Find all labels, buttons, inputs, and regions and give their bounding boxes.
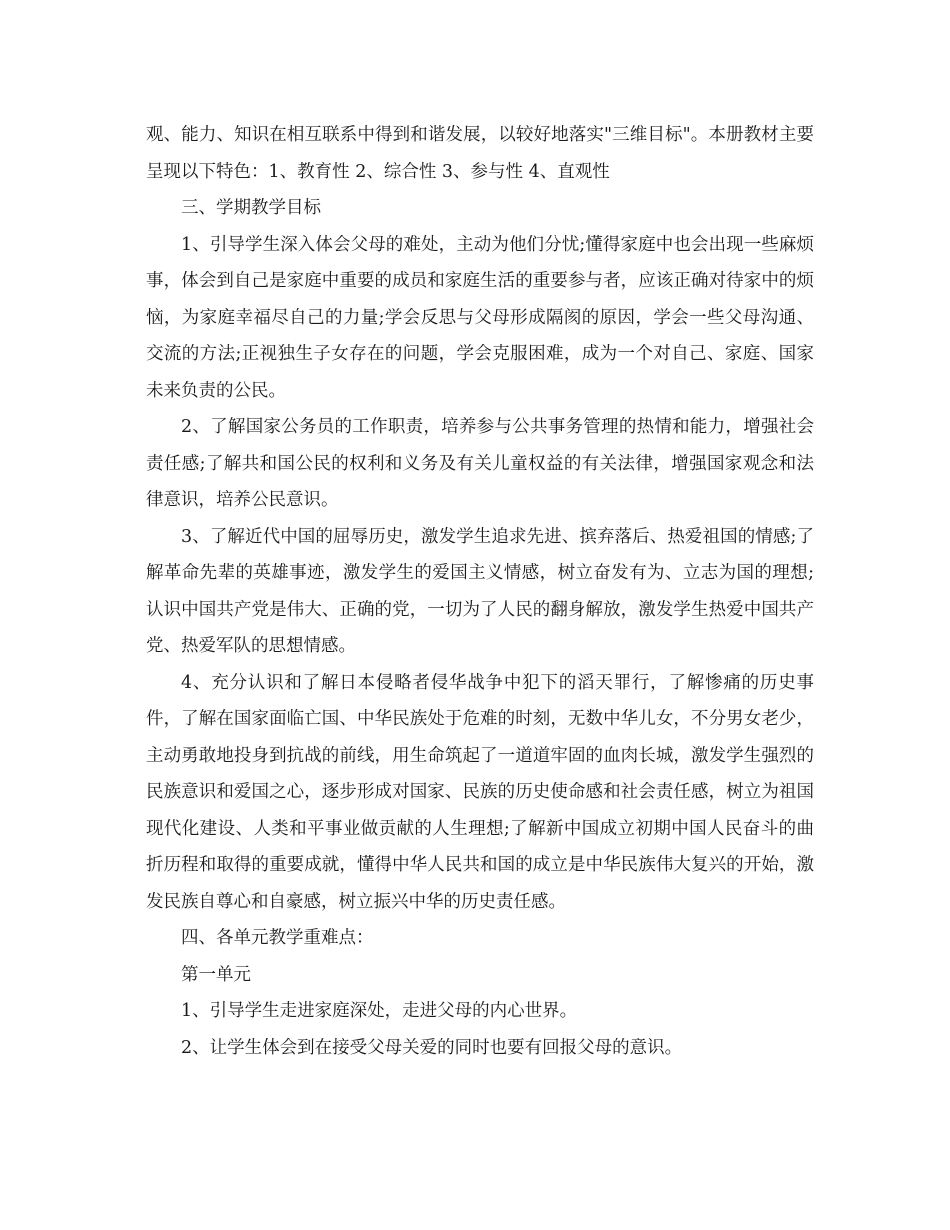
section-heading-semester-goals: 三、学期教学目标 — [181, 198, 321, 218]
goal-item-4: 4、充分认识和了解日本侵略者侵华战争中犯下的滔天罪行，了解惨痛的历史事件，了解在国家面临亡国、中华民族处于危难的时刻，无数中华儿女，不分男女老少，主动勇敢地投身到抗战的前线，用生命筑起了一道道牢固的血肉长城，激发学生强烈的民族意识和爱国之心，逐步形成对国家、民族的历史使命感和社会责任感，树立为祖国现代化建设、人类和平事业做贡献的人生理想;了解新中国成立初期中国人民奋斗的曲折历程和取得的重要成就，懂得中华人民共和国的成立是中华民族伟大复兴的开始，激发民族自尊心和自豪感，树立振兴中华的历史责任感。 — [146, 672, 814, 912]
document-body — [146, 117, 814, 1066]
paragraph-continuation: 观、能力、知识在相互联系中得到和谐发展，以较好地落实"三维目标"。本册教材主要呈现以下特色：1、教育性 2、综合性 3、参与性 4、直观性 — [146, 125, 814, 182]
goal-item-2: 2、了解国家公务员的工作职责，培养参与公共事务管理的热情和能力，增强社会责任感;了解共和国公民的权利和义务及有关儿童权益的有关法律，增强国家观念和法律意识，培养公民意识。 — [146, 417, 814, 510]
unit-point-2: 2、让学生体会到在接受父母关爱的同时也要有回报父母的意识。 — [181, 1037, 683, 1058]
goal-item-3: 3、了解近代中国的屈辱历史，激发学生追求先进、摈弃落后、热爱祖国的情感;了解革命先辈的英雄事迹，激发学生的爱国主义情感，树立奋发有为、立志为国的理想;认识中国共产党是伟大、正确的党，一切为了人民的翻身解放，激发学生热爱中国共产党、热爱军队的思想情感。 — [146, 526, 814, 656]
section-heading-unit-key-points: 四、各单元教学重难点： — [181, 928, 374, 948]
unit-heading-first: 第一单元 — [181, 964, 251, 985]
goal-item-1: 1、引导学生深入体会父母的难处，主动为他们分忧;懂得家庭中也会出现一些麻烦事，体会到自己是家庭中重要的成员和家庭生活的重要参与者，应该正确对待家中的烦恼，为家庭幸福尽自己的力量;学会反思与父母形成隔阂的原因，学会一些父母沟通、交流的方法;正视独生子女存在的问题，学会克服困难，成为一个对自己、家庭、国家未来负责的公民。 — [146, 234, 814, 401]
unit-point-1: 1、引导学生走进家庭深处，走进父母的内心世界。 — [181, 1001, 578, 1021]
